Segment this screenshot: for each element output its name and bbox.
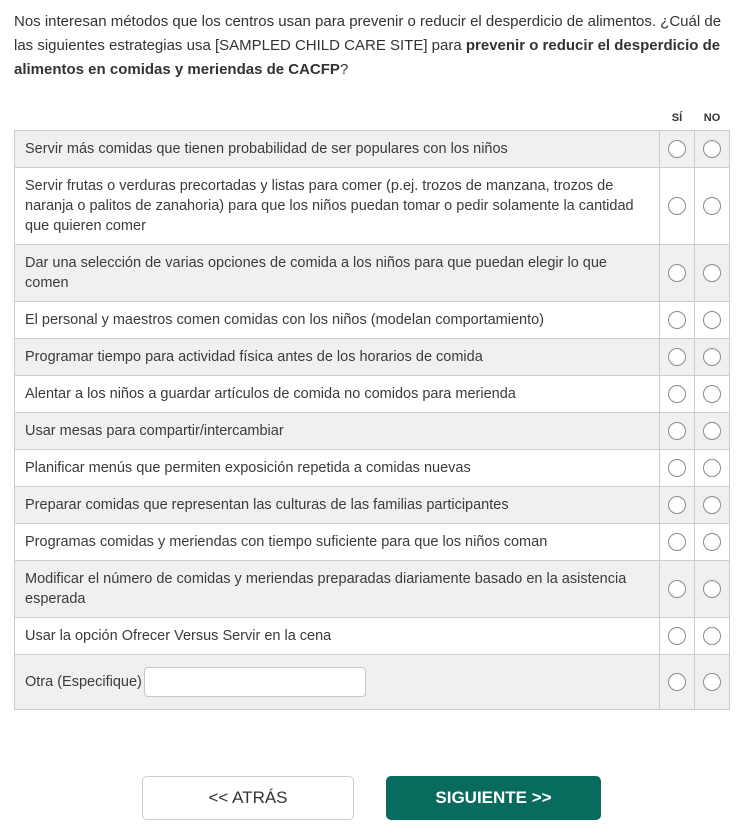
table-row [15,131,730,168]
radio-yes[interactable] [668,673,686,691]
radio-no[interactable] [703,140,721,158]
radio-yes[interactable] [668,533,686,551]
table-row [15,245,730,302]
strategy-label: Programas comidas y meriendas con tiempo suficiente para que los niños coman [25,534,548,550]
column-header-no: NO [695,108,730,131]
radio-no[interactable] [703,627,721,645]
strategy-label: Modificar el número de comidas y meriendas preparadas diariamente basado en la asistencia esperada [25,571,627,607]
next-button[interactable]: SIGUIENTE >> [386,776,601,820]
table-row [15,168,730,245]
table-row [15,339,730,376]
question-text [14,10,729,82]
other-row-body [15,655,730,710]
radio-no[interactable] [703,496,721,514]
radio-no[interactable] [703,311,721,329]
radio-yes[interactable] [668,311,686,329]
strategies-table [14,108,730,710]
table-row [15,487,730,524]
radio-no[interactable] [703,264,721,282]
strategy-label: Planificar menús que permiten exposición repetida a comidas nuevas [25,460,471,476]
radio-no[interactable] [703,348,721,366]
radio-yes[interactable] [668,422,686,440]
table-row [15,561,730,618]
radio-yes[interactable] [668,580,686,598]
strategy-label: Dar una selección de varias opciones de comida a los niños para que puedan elegir lo que comen [25,255,607,291]
back-button[interactable]: << ATRÁS [142,776,354,820]
table-header [15,108,730,131]
radio-yes[interactable] [668,496,686,514]
strategy-label: Servir más comidas que tienen probabilidad de ser populares con los niños [25,141,508,157]
radio-yes[interactable] [668,264,686,282]
radio-no[interactable] [703,422,721,440]
question-text-end: ? [339,61,349,78]
strategy-label: Preparar comidas que representan las culturas de las familias participantes [25,497,509,513]
radio-no[interactable] [703,533,721,551]
other-option-label: Otra (Especifique) [25,674,142,690]
radio-no[interactable] [703,459,721,477]
radio-yes[interactable] [668,385,686,403]
radio-yes[interactable] [668,627,686,645]
column-header-yes: SÍ [660,108,695,131]
table-row [15,413,730,450]
radio-no[interactable] [703,580,721,598]
empty-header-cell [15,108,660,131]
strategy-label: Alentar a los niños a guardar artículos de comida no comidos para merienda [25,386,516,402]
table-row [15,618,730,655]
strategy-label: El personal y maestros comen comidas con los niños (modelan comportamiento) [25,312,545,328]
radio-yes[interactable] [668,459,686,477]
radio-yes[interactable] [668,348,686,366]
strategy-label: Usar la opción Ofrecer Versus Servir en la cena [25,628,332,644]
other-specify-input[interactable] [144,667,366,697]
question-text-bold: prevenir o reducir el desperdicio de alimentos en comidas y meriendas de CACFP [14,37,721,78]
strategy-rows [15,131,730,655]
radio-yes[interactable] [668,197,686,215]
table-row [15,450,730,487]
question-text-regular: Nos interesan métodos que los centros usan para prevenir o reducir el desperdicio de alimentos. ¿Cuál de las siguientes estrategias usa [SAMPLED CHILD CARE SITE] para [14,13,722,54]
radio-no[interactable] [703,673,721,691]
strategy-label: Usar mesas para compartir/intercambiar [25,423,284,439]
table-row [15,376,730,413]
table-row [15,302,730,339]
navigation-buttons [14,776,729,820]
table-row-other [15,655,730,710]
radio-yes[interactable] [668,140,686,158]
strategy-label: Programar tiempo para actividad física antes de los horarios de comida [25,349,483,365]
strategy-label: Servir frutas o verduras precortadas y listas para comer (p.ej. trozos de manzana, trozos de naranja o palitos de zanahoria) para que los niños puedan tomar o pedir solamente la cantidad que quieren comer [25,178,634,234]
table-row [15,524,730,561]
radio-no[interactable] [703,197,721,215]
radio-no[interactable] [703,385,721,403]
